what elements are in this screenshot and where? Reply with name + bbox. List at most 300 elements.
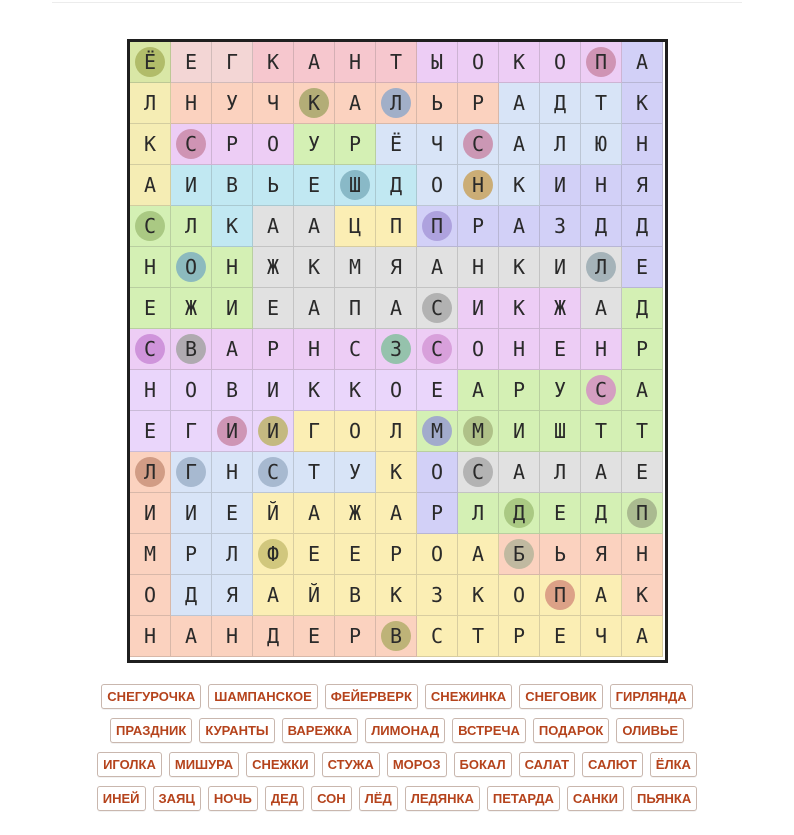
grid-cell[interactable] (581, 493, 622, 534)
grid-cell[interactable] (417, 452, 458, 493)
word-chip[interactable]: МОРОЗ (387, 752, 447, 777)
grid-cell[interactable] (253, 411, 294, 452)
grid-cell[interactable] (130, 329, 171, 370)
grid-cell[interactable] (499, 165, 540, 206)
grid-cell[interactable] (458, 452, 499, 493)
grid-letter: З (430, 583, 444, 607)
grid-letter: А (307, 501, 321, 525)
grid-letter: А (307, 296, 321, 320)
word-chip[interactable]: СНЕЖКИ (246, 752, 314, 777)
grid-cell[interactable] (212, 124, 253, 165)
grid-letter: Н (594, 337, 608, 361)
word-row (0, 752, 794, 777)
grid-letter: Л (143, 460, 157, 484)
grid-cell[interactable] (171, 288, 212, 329)
grid-cell[interactable] (622, 370, 663, 411)
word-chip[interactable]: ВАРЕЖКА (282, 718, 359, 743)
grid-cell[interactable] (458, 206, 499, 247)
grid-cell[interactable] (376, 288, 417, 329)
grid-cell[interactable] (212, 165, 253, 206)
word-chip[interactable]: ДЕД (265, 786, 304, 811)
grid-letter: Ж (348, 501, 362, 525)
grid-cell[interactable] (212, 452, 253, 493)
grid-cell[interactable] (253, 288, 294, 329)
grid-cell[interactable] (540, 411, 581, 452)
grid-cell[interactable] (130, 83, 171, 124)
grid-cell[interactable] (171, 124, 212, 165)
grid-cell[interactable] (335, 42, 376, 83)
grid-cell[interactable] (171, 247, 212, 288)
word-chip[interactable]: КУРАНТЫ (199, 718, 274, 743)
grid-cell[interactable] (499, 42, 540, 83)
grid-cell[interactable] (499, 124, 540, 165)
grid-letter: Д (266, 624, 280, 648)
grid-cell[interactable] (540, 493, 581, 534)
grid-cell[interactable] (417, 83, 458, 124)
grid-letter: Н (184, 91, 198, 115)
grid-cell[interactable] (622, 83, 663, 124)
grid-letter: И (553, 255, 567, 279)
grid-cell[interactable] (294, 165, 335, 206)
grid-letter: Г (184, 460, 198, 484)
grid-cell[interactable] (499, 493, 540, 534)
grid-letter: А (635, 50, 649, 74)
grid-cell[interactable] (130, 247, 171, 288)
grid-letter: Я (594, 542, 608, 566)
grid-cell[interactable] (499, 288, 540, 329)
grid-cell[interactable] (294, 329, 335, 370)
grid-cell[interactable] (253, 493, 294, 534)
grid-cell[interactable] (376, 411, 417, 452)
grid-letter: А (512, 214, 526, 238)
word-row (0, 718, 794, 743)
grid-cell[interactable] (581, 411, 622, 452)
grid-cell[interactable] (581, 575, 622, 616)
grid-cell[interactable] (253, 370, 294, 411)
grid-cell[interactable] (335, 616, 376, 657)
grid-cell[interactable] (171, 534, 212, 575)
word-chip[interactable]: ПОДАРОК (533, 718, 609, 743)
grid-letter: Ч (266, 91, 280, 115)
grid-cell[interactable] (294, 42, 335, 83)
grid-cell[interactable] (581, 452, 622, 493)
grid-cell[interactable] (622, 452, 663, 493)
grid-letter: П (553, 583, 567, 607)
grid-cell[interactable] (171, 575, 212, 616)
word-chip[interactable]: ФЕЙЕРВЕРК (325, 684, 418, 709)
grid-letter: А (225, 337, 239, 361)
grid-letter: Б (512, 542, 526, 566)
grid-cell[interactable] (335, 206, 376, 247)
grid-cell[interactable] (335, 165, 376, 206)
grid-letter: Ы (430, 50, 444, 74)
grid-cell[interactable] (458, 288, 499, 329)
grid-cell[interactable] (212, 288, 253, 329)
grid-cell[interactable] (417, 247, 458, 288)
grid-cell[interactable] (335, 575, 376, 616)
grid-cell[interactable] (540, 452, 581, 493)
grid-cell[interactable] (376, 575, 417, 616)
grid-letter: Е (266, 296, 280, 320)
grid-cell[interactable] (499, 575, 540, 616)
grid-cell[interactable] (212, 83, 253, 124)
grid-cell[interactable] (253, 247, 294, 288)
grid-cell[interactable] (335, 411, 376, 452)
word-chip[interactable]: СНЕГУРОЧКА (101, 684, 201, 709)
word-chip[interactable]: ГИРЛЯНДА (610, 684, 693, 709)
grid-cell[interactable] (253, 452, 294, 493)
grid-cell[interactable] (376, 42, 417, 83)
grid-cell[interactable] (458, 165, 499, 206)
grid-letter: С (430, 624, 444, 648)
grid-cell[interactable] (376, 83, 417, 124)
word-chip[interactable]: САЛЮТ (582, 752, 643, 777)
grid-letter: А (266, 583, 280, 607)
grid-letter: Р (348, 132, 362, 156)
grid-cell[interactable] (581, 288, 622, 329)
grid-cell[interactable] (458, 42, 499, 83)
grid-cell[interactable] (253, 83, 294, 124)
word-chip[interactable]: ЗАЯЦ (153, 786, 201, 811)
grid-cell[interactable] (294, 411, 335, 452)
grid-letter: П (635, 501, 649, 525)
grid-cell[interactable] (212, 616, 253, 657)
grid-letter: Ш (348, 173, 362, 197)
grid-letter: К (512, 173, 526, 197)
word-chip[interactable]: ПРАЗДНИК (110, 718, 192, 743)
grid-cell[interactable] (130, 370, 171, 411)
grid-letter: М (348, 255, 362, 279)
grid-letter: Ь (553, 542, 567, 566)
grid-cell[interactable] (376, 370, 417, 411)
grid-cell[interactable] (212, 206, 253, 247)
grid-cell[interactable] (417, 411, 458, 452)
grid-letter: Л (143, 91, 157, 115)
word-chip[interactable]: ЛИМОНАД (365, 718, 445, 743)
word-chip[interactable]: СНЕЖИНКА (425, 684, 512, 709)
grid-cell[interactable] (540, 534, 581, 575)
grid-letter: Р (225, 132, 239, 156)
grid-cell[interactable] (458, 370, 499, 411)
top-divider (52, 2, 742, 3)
grid-letter: К (307, 378, 321, 402)
grid-cell[interactable] (376, 329, 417, 370)
grid-cell[interactable] (130, 124, 171, 165)
grid-letter: Ж (184, 296, 198, 320)
grid-cell[interactable] (417, 288, 458, 329)
grid-letter: М (143, 542, 157, 566)
word-chip[interactable]: СОН (311, 786, 352, 811)
grid-cell[interactable] (581, 370, 622, 411)
grid-letter: П (348, 296, 362, 320)
word-chip[interactable]: ШАМПАНСКОЕ (208, 684, 318, 709)
grid-cell[interactable] (335, 247, 376, 288)
grid-letter: У (225, 91, 239, 115)
grid-cell[interactable] (458, 575, 499, 616)
grid-cell[interactable] (130, 575, 171, 616)
grid-cell[interactable] (130, 42, 171, 83)
grid-cell[interactable] (294, 288, 335, 329)
grid-letter: Я (389, 255, 403, 279)
grid-cell[interactable] (335, 493, 376, 534)
grid-cell[interactable] (335, 124, 376, 165)
grid-cell[interactable] (417, 616, 458, 657)
grid-cell[interactable] (540, 206, 581, 247)
grid-letter: И (553, 173, 567, 197)
grid-letter: К (307, 255, 321, 279)
grid-cell[interactable] (171, 452, 212, 493)
grid-cell[interactable] (622, 124, 663, 165)
grid-cell[interactable] (540, 370, 581, 411)
grid-cell[interactable] (622, 247, 663, 288)
grid-cell[interactable] (540, 42, 581, 83)
word-chip[interactable]: САНКИ (567, 786, 624, 811)
grid-cell[interactable] (130, 288, 171, 329)
grid-cell[interactable] (294, 206, 335, 247)
grid-cell[interactable] (417, 165, 458, 206)
grid-cell[interactable] (581, 165, 622, 206)
word-chip[interactable]: ЁЛКА (650, 752, 697, 777)
grid-letter: И (512, 419, 526, 443)
grid-cell[interactable] (171, 165, 212, 206)
grid-cell[interactable] (335, 83, 376, 124)
grid-cell[interactable] (417, 124, 458, 165)
word-chip[interactable]: ПЕТАРДА (487, 786, 560, 811)
grid-cell[interactable] (335, 370, 376, 411)
word-chip[interactable]: НОЧЬ (208, 786, 258, 811)
grid-letter: Т (389, 50, 403, 74)
grid-cell[interactable] (581, 124, 622, 165)
grid-letter: К (348, 378, 362, 402)
word-chip[interactable]: ИНЕЙ (97, 786, 146, 811)
grid-cell[interactable] (622, 534, 663, 575)
grid-letter: Н (635, 542, 649, 566)
grid-cell[interactable] (376, 206, 417, 247)
grid-cell[interactable] (335, 452, 376, 493)
grid-cell[interactable] (417, 370, 458, 411)
grid-cell[interactable] (294, 534, 335, 575)
grid-cell[interactable] (581, 83, 622, 124)
grid-cell[interactable] (171, 616, 212, 657)
grid-cell[interactable] (540, 329, 581, 370)
grid-cell[interactable] (581, 247, 622, 288)
grid-cell[interactable] (212, 329, 253, 370)
grid-letter: О (430, 460, 444, 484)
grid-cell[interactable] (417, 534, 458, 575)
word-chip[interactable]: ЛЕДЯНКА (405, 786, 480, 811)
grid-cell[interactable] (294, 370, 335, 411)
grid-cell[interactable] (540, 616, 581, 657)
grid-cell[interactable] (458, 411, 499, 452)
grid-cell[interactable] (171, 329, 212, 370)
grid-letter: О (471, 337, 485, 361)
grid-cell[interactable] (130, 493, 171, 534)
grid-cell[interactable] (171, 411, 212, 452)
grid-cell[interactable] (253, 575, 294, 616)
grid-cell[interactable] (294, 124, 335, 165)
grid-cell[interactable] (540, 575, 581, 616)
grid-letter: Р (512, 624, 526, 648)
grid-letter: Л (553, 132, 567, 156)
grid-letter: О (553, 50, 567, 74)
grid-cell[interactable] (499, 247, 540, 288)
grid-cell[interactable] (335, 329, 376, 370)
grid-cell[interactable] (581, 42, 622, 83)
grid-cell[interactable] (376, 493, 417, 534)
grid-cell[interactable] (171, 370, 212, 411)
grid-cell[interactable] (417, 329, 458, 370)
grid-cell[interactable] (499, 329, 540, 370)
grid-letter: Д (635, 214, 649, 238)
grid-cell[interactable] (581, 206, 622, 247)
grid-cell[interactable] (253, 329, 294, 370)
grid-cell[interactable] (540, 83, 581, 124)
grid-cell[interactable] (581, 534, 622, 575)
grid-letter: И (143, 501, 157, 525)
grid-cell[interactable] (294, 247, 335, 288)
grid-cell[interactable] (622, 575, 663, 616)
grid-cell[interactable] (171, 206, 212, 247)
grid-cell[interactable] (376, 124, 417, 165)
grid-cell[interactable] (540, 165, 581, 206)
grid-cell[interactable] (458, 534, 499, 575)
grid-letter: К (225, 214, 239, 238)
grid-cell[interactable] (499, 534, 540, 575)
grid-cell[interactable] (212, 247, 253, 288)
grid-letter: З (553, 214, 567, 238)
grid-letter: М (430, 419, 444, 443)
grid-cell[interactable] (294, 452, 335, 493)
grid-cell[interactable] (540, 247, 581, 288)
word-chip[interactable]: ПЬЯНКА (631, 786, 697, 811)
grid-cell[interactable] (253, 616, 294, 657)
grid-letter: Н (635, 132, 649, 156)
grid-cell[interactable] (622, 329, 663, 370)
grid-letter: А (184, 624, 198, 648)
grid-letter: Л (225, 542, 239, 566)
grid-cell[interactable] (622, 165, 663, 206)
grid-cell[interactable] (622, 206, 663, 247)
grid-letter: А (635, 378, 649, 402)
grid-cell[interactable] (622, 42, 663, 83)
grid-cell[interactable] (499, 370, 540, 411)
grid-cell[interactable] (581, 329, 622, 370)
grid-cell[interactable] (417, 493, 458, 534)
grid-cell[interactable] (417, 42, 458, 83)
grid-letter: С (348, 337, 362, 361)
grid-cell[interactable] (294, 83, 335, 124)
grid-cell[interactable] (499, 452, 540, 493)
grid-cell[interactable] (458, 83, 499, 124)
grid-letter: Л (594, 255, 608, 279)
grid-cell[interactable] (458, 493, 499, 534)
grid-cell[interactable] (253, 534, 294, 575)
grid-cell[interactable] (212, 411, 253, 452)
word-chip[interactable]: ОЛИВЬЕ (616, 718, 684, 743)
grid-cell[interactable] (499, 83, 540, 124)
word-chip[interactable]: ИГОЛКА (97, 752, 162, 777)
grid-cell[interactable] (294, 575, 335, 616)
grid-letter: Е (553, 337, 567, 361)
grid-cell[interactable] (130, 452, 171, 493)
grid-cell[interactable] (253, 42, 294, 83)
grid-cell[interactable] (540, 288, 581, 329)
grid-cell[interactable] (622, 616, 663, 657)
grid-cell[interactable] (499, 411, 540, 452)
grid-cell[interactable] (499, 616, 540, 657)
word-search-board (127, 39, 668, 663)
grid-cell[interactable] (622, 411, 663, 452)
grid-letter: Е (307, 624, 321, 648)
grid-cell[interactable] (130, 411, 171, 452)
grid-cell[interactable] (458, 124, 499, 165)
grid-cell[interactable] (458, 329, 499, 370)
grid-letter: П (430, 214, 444, 238)
grid-cell[interactable] (458, 247, 499, 288)
grid-cell[interactable] (376, 452, 417, 493)
grid-cell[interactable] (622, 493, 663, 534)
grid-cell[interactable] (171, 42, 212, 83)
grid-cell[interactable] (253, 124, 294, 165)
grid-cell[interactable] (540, 124, 581, 165)
word-chip[interactable]: ЛЁД (359, 786, 398, 811)
grid-letter: С (143, 214, 157, 238)
grid-cell[interactable] (212, 575, 253, 616)
grid-cell[interactable] (130, 165, 171, 206)
grid-cell[interactable] (417, 575, 458, 616)
grid-letter: В (348, 583, 362, 607)
grid-letter: Н (143, 624, 157, 648)
grid-cell[interactable] (212, 42, 253, 83)
grid-letter: Е (635, 460, 649, 484)
grid-cell[interactable] (417, 206, 458, 247)
grid-letter: Р (348, 624, 362, 648)
grid-cell[interactable] (294, 493, 335, 534)
word-chip[interactable]: СНЕГОВИК (519, 684, 602, 709)
grid-cell[interactable] (335, 288, 376, 329)
word-chip[interactable]: БОКАЛ (454, 752, 512, 777)
word-chip[interactable]: ВСТРЕЧА (452, 718, 526, 743)
grid-cell[interactable] (171, 83, 212, 124)
grid-cell[interactable] (130, 534, 171, 575)
word-chip[interactable]: САЛАТ (519, 752, 575, 777)
grid-cell[interactable] (130, 206, 171, 247)
grid-cell[interactable] (212, 370, 253, 411)
word-chip[interactable]: МИШУРА (169, 752, 239, 777)
word-chip[interactable]: СТУЖА (322, 752, 380, 777)
grid-cell[interactable] (376, 534, 417, 575)
grid-cell[interactable] (622, 288, 663, 329)
grid-letter: С (143, 337, 157, 361)
grid-cell[interactable] (581, 616, 622, 657)
grid-cell[interactable] (171, 493, 212, 534)
grid-cell[interactable] (335, 534, 376, 575)
grid-cell[interactable] (130, 616, 171, 657)
grid-cell[interactable] (376, 165, 417, 206)
grid-cell[interactable] (212, 534, 253, 575)
grid-cell[interactable] (376, 616, 417, 657)
grid-cell[interactable] (499, 206, 540, 247)
grid-cell[interactable] (458, 616, 499, 657)
grid-letter: Д (389, 173, 403, 197)
grid-cell[interactable] (253, 206, 294, 247)
grid-letter: К (635, 91, 649, 115)
grid-cell[interactable] (253, 165, 294, 206)
grid-cell[interactable] (376, 247, 417, 288)
grid-cell[interactable] (294, 616, 335, 657)
grid-letter: И (266, 419, 280, 443)
grid-cell[interactable] (212, 493, 253, 534)
